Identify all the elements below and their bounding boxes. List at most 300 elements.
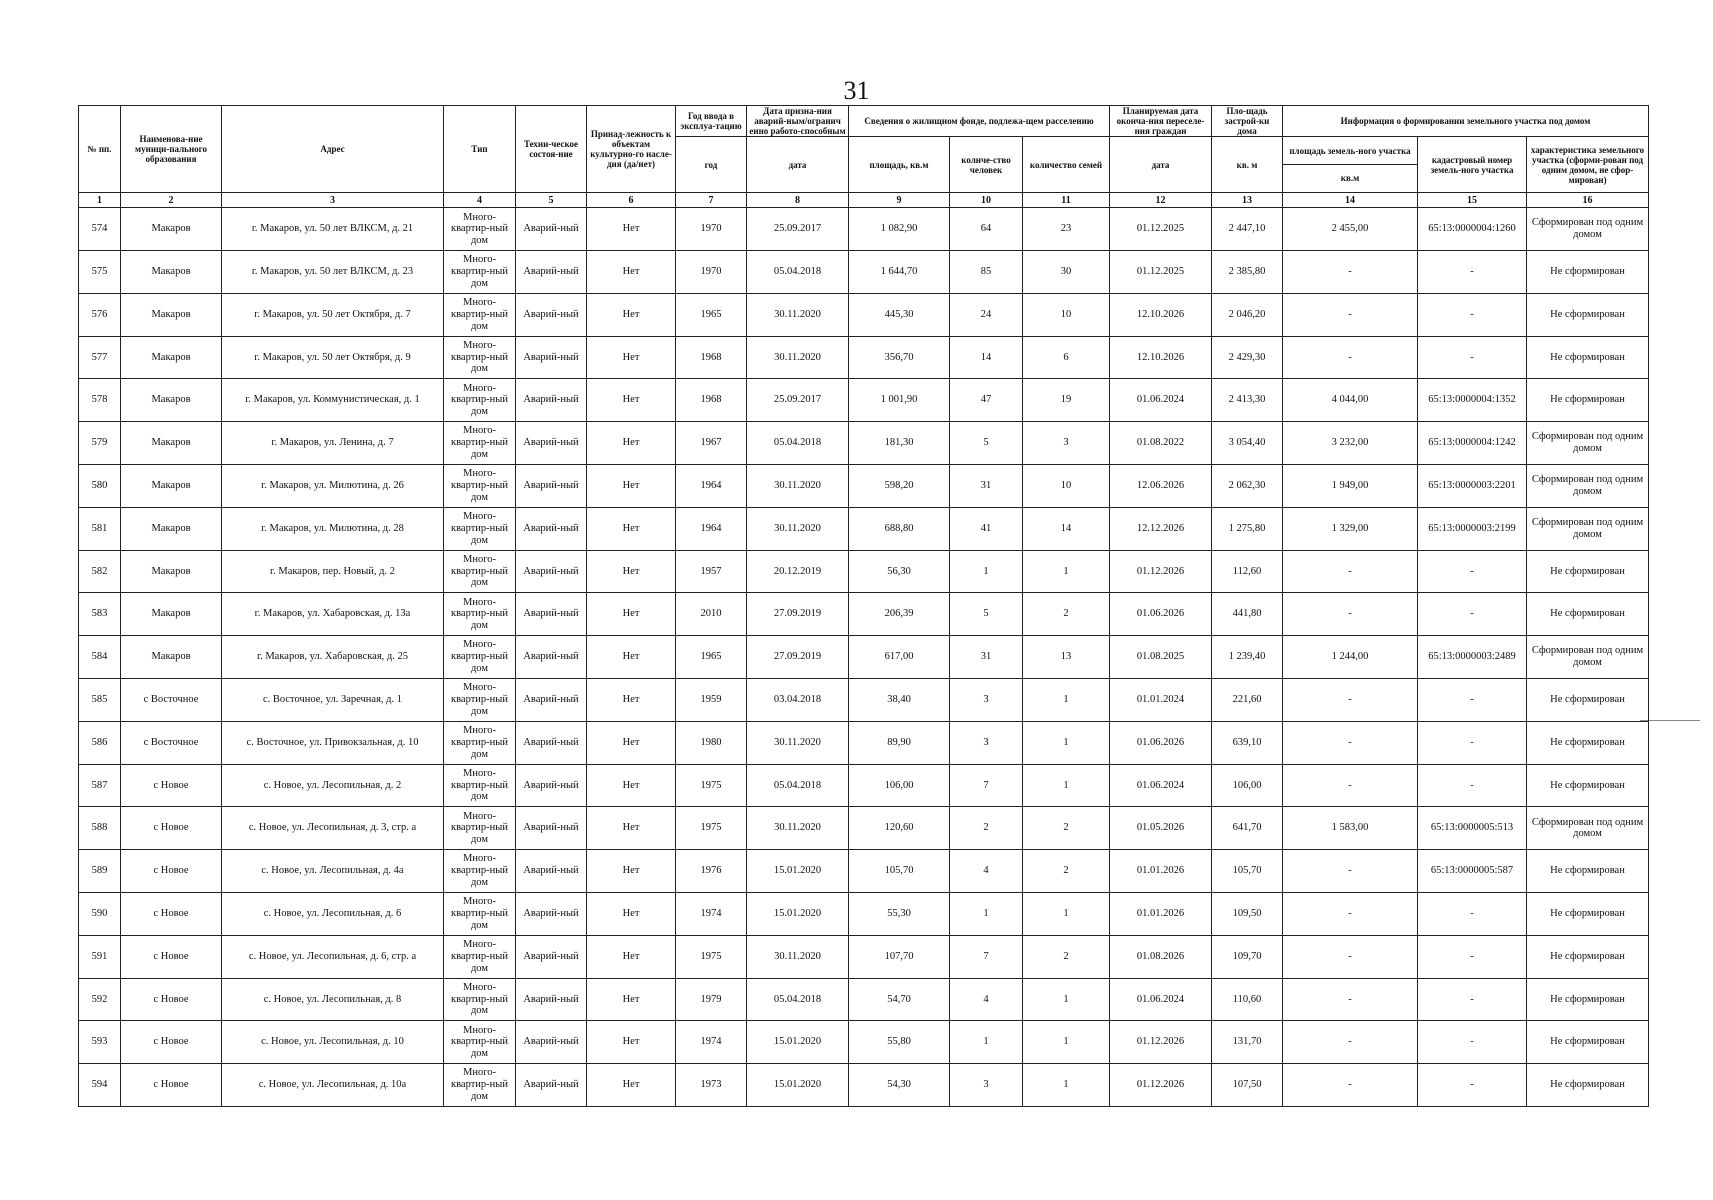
row-number: 578 — [79, 379, 121, 422]
heritage-cell: Нет — [587, 807, 676, 850]
year-cell: 1965 — [676, 293, 747, 336]
recognition-date-cell: 27.09.2019 — [747, 593, 849, 636]
type-cell: Много-квартир-ный дом — [444, 721, 516, 764]
recognition-date-cell: 30.11.2020 — [747, 935, 849, 978]
recognition-date-cell: 05.04.2018 — [747, 251, 849, 294]
type-cell: Много-квартир-ный дом — [444, 807, 516, 850]
table-row — [79, 679, 1649, 722]
subheader-cadastral: кадастровый номер земель-ного участка — [1418, 137, 1527, 193]
land-area-cell: - — [1283, 293, 1418, 336]
land-area-cell: - — [1283, 978, 1418, 1021]
type-cell: Много-квартир-ный дом — [444, 422, 516, 465]
year-cell: 1959 — [676, 679, 747, 722]
planned-date-cell: 01.06.2026 — [1110, 721, 1212, 764]
table-row — [79, 807, 1649, 850]
built-area-cell: 109,50 — [1212, 892, 1283, 935]
type-cell: Много-квартир-ный дом — [444, 1064, 516, 1107]
municipality-cell: Макаров — [121, 379, 222, 422]
area-cell: 107,70 — [849, 935, 950, 978]
families-cell: 1 — [1023, 892, 1110, 935]
subheader-year: год — [676, 137, 747, 193]
header-row-1 — [79, 106, 1649, 137]
area-cell: 617,00 — [849, 636, 950, 679]
page-number: 31 — [843, 76, 870, 105]
address-cell: г. Макаров, ул. 50 лет ВЛКСМ, д. 23 — [222, 251, 444, 294]
land-char-cell: Не сформирован — [1527, 850, 1649, 893]
planned-date-cell: 12.12.2026 — [1110, 507, 1212, 550]
address-cell: г. Макаров, ул. Хабаровская, д. 13а — [222, 593, 444, 636]
land-char-cell: Не сформирован — [1527, 679, 1649, 722]
table-row — [79, 379, 1649, 422]
people-cell: 31 — [950, 636, 1023, 679]
land-area-cell: - — [1283, 764, 1418, 807]
type-cell: Много-квартир-ный дом — [444, 593, 516, 636]
year-cell: 1967 — [676, 422, 747, 465]
municipality-cell: с Восточное — [121, 679, 222, 722]
built-area-cell: 2 447,10 — [1212, 208, 1283, 251]
land-area-cell: 2 455,00 — [1283, 208, 1418, 251]
type-cell: Много-квартир-ный дом — [444, 935, 516, 978]
families-cell: 10 — [1023, 293, 1110, 336]
condition-cell: Аварий-ный — [516, 721, 587, 764]
people-cell: 1 — [950, 1021, 1023, 1064]
land-char-cell: Не сформирован — [1527, 1064, 1649, 1107]
subheader-land-area-unit: кв.м — [1283, 164, 1417, 183]
land-char-cell: Не сформирован — [1527, 978, 1649, 1021]
col-header-planned: Планируемая дата оконча-ния переселе-ния граждан — [1110, 106, 1212, 137]
address-cell: г. Макаров, ул. 50 лет ВЛКСМ, д. 21 — [222, 208, 444, 251]
municipality-cell: с Новое — [121, 764, 222, 807]
year-cell: 1968 — [676, 336, 747, 379]
built-area-cell: 441,80 — [1212, 593, 1283, 636]
families-cell: 1 — [1023, 721, 1110, 764]
land-area-cell: - — [1283, 1021, 1418, 1064]
column-number: 2 — [121, 193, 222, 208]
address-cell: с. Новое, ул. Лесопильная, д. 3, стр. а — [222, 807, 444, 850]
heritage-cell: Нет — [587, 850, 676, 893]
condition-cell: Аварий-ный — [516, 1064, 587, 1107]
heritage-cell: Нет — [587, 465, 676, 508]
recognition-date-cell: 15.01.2020 — [747, 1021, 849, 1064]
address-cell: с. Новое, ул. Лесопильная, д. 6, стр. а — [222, 935, 444, 978]
built-area-cell: 112,60 — [1212, 550, 1283, 593]
recognition-date-cell: 30.11.2020 — [747, 507, 849, 550]
built-area-cell: 106,00 — [1212, 764, 1283, 807]
recognition-date-cell: 05.04.2018 — [747, 764, 849, 807]
column-number: 9 — [849, 193, 950, 208]
cadastral-cell: - — [1418, 978, 1527, 1021]
type-cell: Много-квартир-ный дом — [444, 978, 516, 1021]
subheader-land-area-label: площадь земель-ного участка — [1289, 146, 1411, 157]
year-cell: 1965 — [676, 636, 747, 679]
heritage-cell: Нет — [587, 892, 676, 935]
year-cell: 1970 — [676, 251, 747, 294]
row-number: 589 — [79, 850, 121, 893]
land-char-cell: Не сформирован — [1527, 935, 1649, 978]
people-cell: 4 — [950, 850, 1023, 893]
heritage-cell: Нет — [587, 636, 676, 679]
col-header-year: Год ввода в эксплуа-тацию — [676, 106, 747, 137]
cadastral-cell: - — [1418, 251, 1527, 294]
municipality-cell: Макаров — [121, 507, 222, 550]
heritage-cell: Нет — [587, 935, 676, 978]
type-cell: Много-квартир-ный дом — [444, 251, 516, 294]
cadastral-cell: 65:13:0000004:1352 — [1418, 379, 1527, 422]
cadastral-cell: - — [1418, 550, 1527, 593]
table-row — [79, 593, 1649, 636]
built-area-cell: 641,70 — [1212, 807, 1283, 850]
planned-date-cell: 01.01.2024 — [1110, 679, 1212, 722]
type-cell: Много-квартир-ный дом — [444, 293, 516, 336]
condition-cell: Аварий-ный — [516, 465, 587, 508]
column-number: 4 — [444, 193, 516, 208]
row-number: 587 — [79, 764, 121, 807]
built-area-cell: 109,70 — [1212, 935, 1283, 978]
built-area-cell: 221,60 — [1212, 679, 1283, 722]
planned-date-cell: 01.01.2026 — [1110, 892, 1212, 935]
land-area-cell: - — [1283, 593, 1418, 636]
area-cell: 1 082,90 — [849, 208, 950, 251]
cadastral-cell: - — [1418, 1064, 1527, 1107]
land-char-cell: Не сформирован — [1527, 251, 1649, 294]
land-char-cell: Не сформирован — [1527, 336, 1649, 379]
year-cell: 1979 — [676, 978, 747, 1021]
families-cell: 30 — [1023, 251, 1110, 294]
year-cell: 1974 — [676, 892, 747, 935]
row-number: 591 — [79, 935, 121, 978]
families-cell: 1 — [1023, 679, 1110, 722]
built-area-cell: 1 275,80 — [1212, 507, 1283, 550]
heritage-cell: Нет — [587, 208, 676, 251]
families-cell: 1 — [1023, 550, 1110, 593]
families-cell: 2 — [1023, 593, 1110, 636]
cadastral-cell: - — [1418, 764, 1527, 807]
people-cell: 3 — [950, 721, 1023, 764]
heritage-cell: Нет — [587, 507, 676, 550]
families-cell: 1 — [1023, 764, 1110, 807]
people-cell: 14 — [950, 336, 1023, 379]
built-area-cell: 2 413,30 — [1212, 379, 1283, 422]
municipality-cell: с Новое — [121, 807, 222, 850]
address-cell: г. Макаров, ул. Хабаровская, д. 25 — [222, 636, 444, 679]
people-cell: 5 — [950, 422, 1023, 465]
condition-cell: Аварий-ный — [516, 336, 587, 379]
recognition-date-cell: 15.01.2020 — [747, 1064, 849, 1107]
recognition-date-cell: 15.01.2020 — [747, 892, 849, 935]
table-row — [79, 422, 1649, 465]
recognition-date-cell: 30.11.2020 — [747, 465, 849, 508]
cadastral-cell: 65:13:0000003:2201 — [1418, 465, 1527, 508]
municipality-cell: с Новое — [121, 935, 222, 978]
area-cell: 55,80 — [849, 1021, 950, 1064]
land-area-cell: - — [1283, 721, 1418, 764]
land-area-cell: - — [1283, 251, 1418, 294]
table-row — [79, 892, 1649, 935]
municipality-cell: с Восточное — [121, 721, 222, 764]
people-cell: 4 — [950, 978, 1023, 1021]
area-cell: 206,39 — [849, 593, 950, 636]
planned-date-cell: 01.12.2026 — [1110, 550, 1212, 593]
planned-date-cell: 01.06.2026 — [1110, 593, 1212, 636]
cadastral-cell: 65:13:0000004:1242 — [1418, 422, 1527, 465]
planned-date-cell: 01.08.2022 — [1110, 422, 1212, 465]
subheader-recognition-date: дата — [747, 137, 849, 193]
built-area-cell: 110,60 — [1212, 978, 1283, 1021]
planned-date-cell: 12.10.2026 — [1110, 293, 1212, 336]
col-header-num: № пп. — [79, 106, 121, 193]
people-cell: 1 — [950, 550, 1023, 593]
municipality-cell: Макаров — [121, 550, 222, 593]
condition-cell: Аварий-ный — [516, 892, 587, 935]
col-header-type: Тип — [444, 106, 516, 193]
land-area-cell: 1 244,00 — [1283, 636, 1418, 679]
condition-cell: Аварий-ный — [516, 636, 587, 679]
area-cell: 105,70 — [849, 850, 950, 893]
built-area-cell: 107,50 — [1212, 1064, 1283, 1107]
planned-date-cell: 01.01.2026 — [1110, 850, 1212, 893]
condition-cell: Аварий-ный — [516, 507, 587, 550]
condition-cell: Аварий-ный — [516, 1021, 587, 1064]
recognition-date-cell: 30.11.2020 — [747, 807, 849, 850]
subheader-families: количество семей — [1023, 137, 1110, 193]
address-cell: с. Новое, ул. Лесопильная, д. 8 — [222, 978, 444, 1021]
column-number: 13 — [1212, 193, 1283, 208]
heritage-cell: Нет — [587, 978, 676, 1021]
condition-cell: Аварий-ный — [516, 251, 587, 294]
type-cell: Много-квартир-ный дом — [444, 764, 516, 807]
address-cell: г. Макаров, пер. Новый, д. 2 — [222, 550, 444, 593]
land-area-cell: - — [1283, 336, 1418, 379]
people-cell: 85 — [950, 251, 1023, 294]
land-area-cell: - — [1283, 892, 1418, 935]
families-cell: 3 — [1023, 422, 1110, 465]
people-cell: 31 — [950, 465, 1023, 508]
address-cell: с. Новое, ул. Лесопильная, д. 10а — [222, 1064, 444, 1107]
municipality-cell: Макаров — [121, 208, 222, 251]
recognition-date-cell: 05.04.2018 — [747, 422, 849, 465]
families-cell: 14 — [1023, 507, 1110, 550]
people-cell: 2 — [950, 807, 1023, 850]
type-cell: Много-квартир-ный дом — [444, 850, 516, 893]
year-cell: 2010 — [676, 593, 747, 636]
year-cell: 1980 — [676, 721, 747, 764]
families-cell: 10 — [1023, 465, 1110, 508]
people-cell: 64 — [950, 208, 1023, 251]
column-number: 3 — [222, 193, 444, 208]
condition-cell: Аварий-ный — [516, 379, 587, 422]
row-number: 585 — [79, 679, 121, 722]
column-number: 1 — [79, 193, 121, 208]
cadastral-cell: 65:13:0000003:2199 — [1418, 507, 1527, 550]
condition-cell: Аварий-ный — [516, 935, 587, 978]
land-char-cell: Сформирован под одним домом — [1527, 636, 1649, 679]
address-cell: с. Новое, ул. Лесопильная, д. 10 — [222, 1021, 444, 1064]
heritage-cell: Нет — [587, 293, 676, 336]
recognition-date-cell: 25.09.2017 — [747, 208, 849, 251]
table-row — [79, 636, 1649, 679]
address-cell: с. Восточное, ул. Привокзальная, д. 10 — [222, 721, 444, 764]
year-cell: 1964 — [676, 465, 747, 508]
col-header-recognition: Дата призна-ния аварий-ным/огранич енно работо-способным — [747, 106, 849, 137]
built-area-cell: 1 239,40 — [1212, 636, 1283, 679]
municipality-cell: с Новое — [121, 1021, 222, 1064]
heritage-cell: Нет — [587, 764, 676, 807]
address-cell: г. Макаров, ул. 50 лет Октября, д. 7 — [222, 293, 444, 336]
land-area-cell: - — [1283, 850, 1418, 893]
people-cell: 7 — [950, 764, 1023, 807]
heritage-cell: Нет — [587, 251, 676, 294]
land-char-cell: Сформирован под одним домом — [1527, 465, 1649, 508]
row-number: 586 — [79, 721, 121, 764]
families-cell: 1 — [1023, 978, 1110, 1021]
area-cell: 445,30 — [849, 293, 950, 336]
condition-cell: Аварий-ный — [516, 850, 587, 893]
table-row — [79, 336, 1649, 379]
recognition-date-cell: 03.04.2018 — [747, 679, 849, 722]
built-area-cell: 2 385,80 — [1212, 251, 1283, 294]
table-body — [79, 208, 1649, 1107]
people-cell: 47 — [950, 379, 1023, 422]
row-number: 577 — [79, 336, 121, 379]
people-cell: 3 — [950, 679, 1023, 722]
land-area-cell: - — [1283, 1064, 1418, 1107]
subheader-built-unit: кв. м — [1212, 137, 1283, 193]
cadastral-cell: - — [1418, 336, 1527, 379]
year-cell: 1975 — [676, 935, 747, 978]
land-char-cell: Не сформирован — [1527, 550, 1649, 593]
cadastral-cell: - — [1418, 293, 1527, 336]
table-row — [79, 721, 1649, 764]
condition-cell: Аварий-ный — [516, 550, 587, 593]
area-cell: 688,80 — [849, 507, 950, 550]
recognition-date-cell: 25.09.2017 — [747, 379, 849, 422]
row-number: 583 — [79, 593, 121, 636]
land-area-cell: 1 949,00 — [1283, 465, 1418, 508]
col-header-condition: Техни-ческое состоя-ние — [516, 106, 587, 193]
land-area-cell: - — [1283, 935, 1418, 978]
cadastral-cell: - — [1418, 679, 1527, 722]
row-number: 581 — [79, 507, 121, 550]
planned-date-cell: 12.06.2026 — [1110, 465, 1212, 508]
cadastral-cell: - — [1418, 593, 1527, 636]
address-cell: с. Новое, ул. Лесопильная, д. 2 — [222, 764, 444, 807]
municipality-cell: с Новое — [121, 892, 222, 935]
year-cell: 1968 — [676, 379, 747, 422]
column-number: 5 — [516, 193, 587, 208]
planned-date-cell: 12.10.2026 — [1110, 336, 1212, 379]
families-cell: 6 — [1023, 336, 1110, 379]
municipality-cell: Макаров — [121, 422, 222, 465]
row-number: 576 — [79, 293, 121, 336]
planned-date-cell: 01.06.2024 — [1110, 764, 1212, 807]
year-cell: 1975 — [676, 807, 747, 850]
planned-date-cell: 01.06.2024 — [1110, 978, 1212, 1021]
row-number: 582 — [79, 550, 121, 593]
row-number: 592 — [79, 978, 121, 1021]
heritage-cell: Нет — [587, 1021, 676, 1064]
land-char-cell: Сформирован под одним домом — [1527, 507, 1649, 550]
row-number: 580 — [79, 465, 121, 508]
col-header-municipality: Наименова-ние муници-пального образования — [121, 106, 222, 193]
condition-cell: Аварий-ный — [516, 764, 587, 807]
year-cell: 1957 — [676, 550, 747, 593]
built-area-cell: 3 054,40 — [1212, 422, 1283, 465]
heritage-cell: Нет — [587, 679, 676, 722]
table-row — [79, 251, 1649, 294]
address-cell: с. Новое, ул. Лесопильная, д. 4а — [222, 850, 444, 893]
land-char-cell: Не сформирован — [1527, 379, 1649, 422]
column-number: 11 — [1023, 193, 1110, 208]
table-row — [79, 465, 1649, 508]
municipality-cell: с Новое — [121, 1064, 222, 1107]
year-cell: 1975 — [676, 764, 747, 807]
people-cell: 41 — [950, 507, 1023, 550]
land-area-cell: 1 329,00 — [1283, 507, 1418, 550]
heritage-cell: Нет — [587, 593, 676, 636]
address-cell: г. Макаров, ул. Милютина, д. 28 — [222, 507, 444, 550]
condition-cell: Аварий-ный — [516, 807, 587, 850]
cadastral-cell: - — [1418, 1021, 1527, 1064]
people-cell: 3 — [950, 1064, 1023, 1107]
recognition-date-cell: 20.12.2019 — [747, 550, 849, 593]
built-area-cell: 131,70 — [1212, 1021, 1283, 1064]
type-cell: Много-квартир-ный дом — [444, 679, 516, 722]
built-area-cell: 2 429,30 — [1212, 336, 1283, 379]
built-area-cell: 2 046,20 — [1212, 293, 1283, 336]
table-row — [79, 764, 1649, 807]
year-cell: 1976 — [676, 850, 747, 893]
row-number: 584 — [79, 636, 121, 679]
subheader-land-area — [1283, 137, 1418, 193]
planned-date-cell: 01.12.2026 — [1110, 1021, 1212, 1064]
municipality-cell: Макаров — [121, 336, 222, 379]
table-row — [79, 293, 1649, 336]
subheader-planned-date: дата — [1110, 137, 1212, 193]
area-cell: 56,30 — [849, 550, 950, 593]
land-char-cell: Не сформирован — [1527, 593, 1649, 636]
area-cell: 89,90 — [849, 721, 950, 764]
condition-cell: Аварий-ный — [516, 593, 587, 636]
area-cell: 598,20 — [849, 465, 950, 508]
planned-date-cell: 01.05.2026 — [1110, 807, 1212, 850]
address-cell: г. Макаров, ул. Коммунистическая, д. 1 — [222, 379, 444, 422]
planned-date-cell: 01.12.2025 — [1110, 251, 1212, 294]
people-cell: 7 — [950, 935, 1023, 978]
col-header-built-area: Пло-щадь застрой-ки дома — [1212, 106, 1283, 137]
land-area-cell: - — [1283, 550, 1418, 593]
row-number: 590 — [79, 892, 121, 935]
families-cell: 1 — [1023, 1021, 1110, 1064]
land-char-cell: Сформирован под одним домом — [1527, 208, 1649, 251]
families-cell: 13 — [1023, 636, 1110, 679]
municipality-cell: Макаров — [121, 636, 222, 679]
row-number: 579 — [79, 422, 121, 465]
land-area-cell: 4 044,00 — [1283, 379, 1418, 422]
row-number: 588 — [79, 807, 121, 850]
area-cell: 1 644,70 — [849, 251, 950, 294]
cadastral-cell: - — [1418, 892, 1527, 935]
condition-cell: Аварий-ный — [516, 293, 587, 336]
municipality-cell: Макаров — [121, 593, 222, 636]
year-cell: 1970 — [676, 208, 747, 251]
people-cell: 1 — [950, 892, 1023, 935]
built-area-cell: 105,70 — [1212, 850, 1283, 893]
address-cell: г. Макаров, ул. Милютина, д. 26 — [222, 465, 444, 508]
land-char-cell: Сформирован под одним домом — [1527, 422, 1649, 465]
table-row — [79, 208, 1649, 251]
heritage-cell: Нет — [587, 336, 676, 379]
column-number: 14 — [1283, 193, 1418, 208]
